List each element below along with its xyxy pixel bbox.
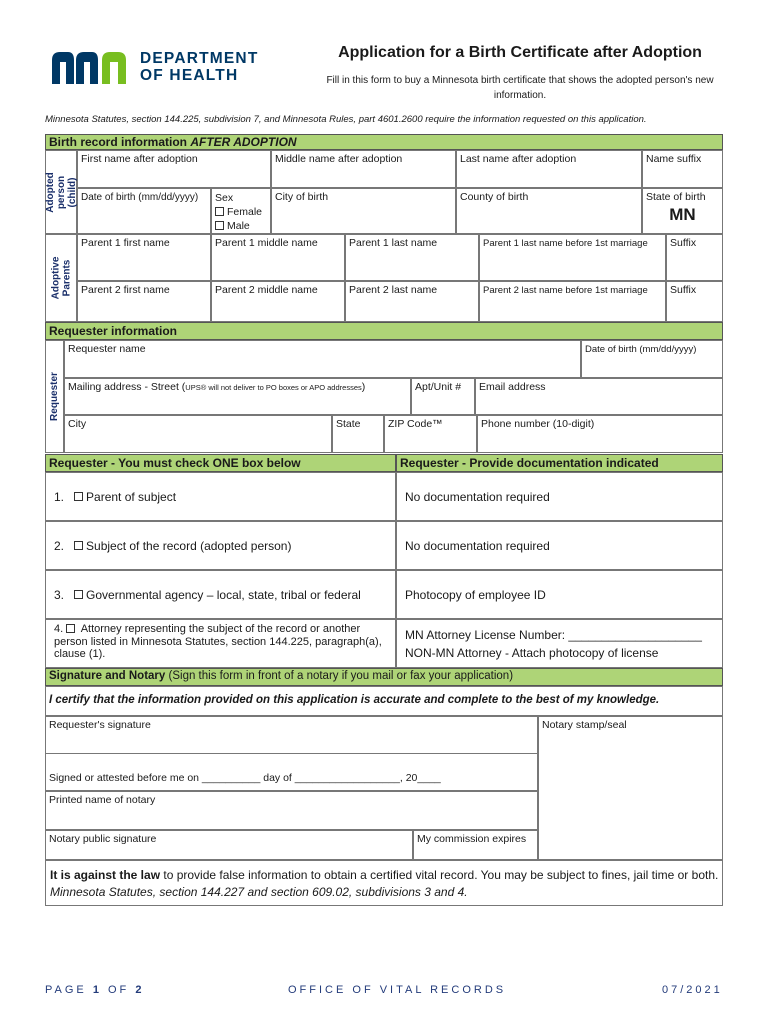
eligibility-option-3[interactable]: 3. Governmental agency – local, state, tribal or federal — [45, 570, 396, 619]
phone-field[interactable]: Phone number (10-digit) — [477, 415, 723, 453]
last-name-field[interactable]: Last name after adoption — [456, 150, 642, 188]
parent1-middle-field[interactable]: Parent 1 middle name — [211, 234, 345, 281]
requester-signature-field[interactable]: Requester's signature — [45, 716, 538, 754]
city-of-birth-field[interactable]: City of birth — [271, 188, 456, 234]
eligibility-heading-left: Requester - You must check ONE box below — [45, 454, 396, 472]
legal-warning: It is against the law to provide false information to obtain a certified vital record. You may be subject to fines, jail time or both. Minnesota Statutes, section 144.227 and section 609.02, subdivisions 3 and 4. — [45, 860, 723, 906]
commission-expires-field[interactable]: My commission expires — [413, 830, 538, 860]
parent1-suffix-field[interactable]: Suffix — [666, 234, 723, 281]
apt-unit-field[interactable]: Apt/Unit # — [411, 378, 475, 415]
male-checkbox[interactable]: Male — [215, 219, 267, 233]
parent1-first-field[interactable]: Parent 1 first name — [77, 234, 211, 281]
county-of-birth-field[interactable]: County of birth — [456, 188, 642, 234]
eligibility-option-2[interactable]: 2. Subject of the record (adopted person) — [45, 521, 396, 570]
page-title: Application for a Birth Certificate after Adoption — [338, 44, 702, 61]
state-value: MN — [669, 205, 696, 224]
state-of-birth-field: State of birth MN — [642, 188, 723, 234]
eligibility-doc-1: No documentation required — [396, 472, 723, 521]
option-4-checkbox[interactable] — [66, 624, 75, 633]
signature-heading: Signature and Notary (Sign this form in front of a notary if you mail or fax your application) — [45, 668, 723, 686]
signed-attested-line[interactable]: Signed or attested before me on __________ day of __________________, 20____ — [45, 754, 538, 791]
side-label-parents: Adoptive Parents — [45, 234, 77, 322]
notary-signature-field[interactable]: Notary public signature — [45, 830, 413, 860]
logo-text: DEPARTMENT OF HEALTH — [140, 50, 259, 84]
requester-dob-field[interactable]: Date of birth (mm/dd/yyyy) — [581, 340, 723, 378]
page-subtitle: Fill in this form to buy a Minnesota birth certificate that shows the adopted person's new information. — [326, 75, 714, 101]
name-suffix-field[interactable]: Name suffix — [642, 150, 723, 188]
eligibility-option-4[interactable]: 4. Attorney representing the subject of the record or another person listed in Minnesota Statutes, section 144.225, paragraph(a), clause (1). — [45, 619, 396, 668]
sex-field: Sex Female Male — [211, 188, 271, 234]
logo-mark-n — [102, 52, 126, 84]
option-2-checkbox[interactable] — [74, 541, 83, 550]
state-field[interactable]: State — [332, 415, 384, 453]
parent2-before-marriage-field[interactable]: Parent 2 last name before 1st marriage — [479, 281, 666, 322]
eligibility-heading-right: Requester - Provide documentation indicated — [396, 454, 723, 472]
side-label-child: Adopted person (child) — [45, 150, 77, 234]
page-number: PAGE 1 OF 2 — [45, 984, 145, 996]
city-field[interactable]: City — [64, 415, 332, 453]
requester-section-heading: Requester information — [45, 322, 723, 340]
requester-name-field[interactable]: Requester name — [64, 340, 581, 378]
middle-name-field[interactable]: Middle name after adoption — [271, 150, 456, 188]
parent2-suffix-field[interactable]: Suffix — [666, 281, 723, 322]
eligibility-doc-3: Photocopy of employee ID — [396, 570, 723, 619]
parent2-last-field[interactable]: Parent 2 last name — [345, 281, 479, 322]
office-name: OFFICE OF VITAL RECORDS — [288, 984, 507, 996]
female-checkbox[interactable]: Female — [215, 205, 267, 219]
eligibility-option-1[interactable]: 1. Parent of subject — [45, 472, 396, 521]
zip-field[interactable]: ZIP Code™ — [384, 415, 477, 453]
eligibility-doc-4: MN Attorney License Number: ____________________ NON-MN Attorney - Attach photocopy of license — [396, 619, 723, 668]
revision-date: 07/2021 — [662, 984, 723, 996]
parent1-last-field[interactable]: Parent 1 last name — [345, 234, 479, 281]
dob-field[interactable]: Date of birth (mm/dd/yyyy) — [77, 188, 211, 234]
printed-notary-name-field[interactable]: Printed name of notary — [45, 791, 538, 830]
option-1-checkbox[interactable] — [74, 492, 83, 501]
email-field[interactable]: Email address — [475, 378, 723, 415]
first-name-field[interactable]: First name after adoption — [77, 150, 271, 188]
birth-section-heading: Birth record information AFTER ADOPTION — [45, 134, 723, 150]
logo-mark-m — [52, 52, 74, 84]
notary-stamp-field: Notary stamp/seal — [538, 716, 723, 860]
certify-statement: I certify that the information provided on this application is accurate and complete to the best of my knowledge. — [45, 686, 723, 716]
option-3-checkbox[interactable] — [74, 590, 83, 599]
parent2-first-field[interactable]: Parent 2 first name — [77, 281, 211, 322]
statute-note: Minnesota Statutes, section 144.225, subdivision 7, and Minnesota Rules, part 4601.2600 require the information requested on this application. — [45, 114, 647, 125]
parent2-middle-field[interactable]: Parent 2 middle name — [211, 281, 345, 322]
parent1-before-marriage-field[interactable]: Parent 1 last name before 1st marriage — [479, 234, 666, 281]
side-label-requester: Requester — [45, 340, 64, 453]
eligibility-doc-2: No documentation required — [396, 521, 723, 570]
mailing-address-field[interactable]: Mailing address - Street (UPS® will not deliver to PO boxes or APO addresses) — [64, 378, 411, 415]
